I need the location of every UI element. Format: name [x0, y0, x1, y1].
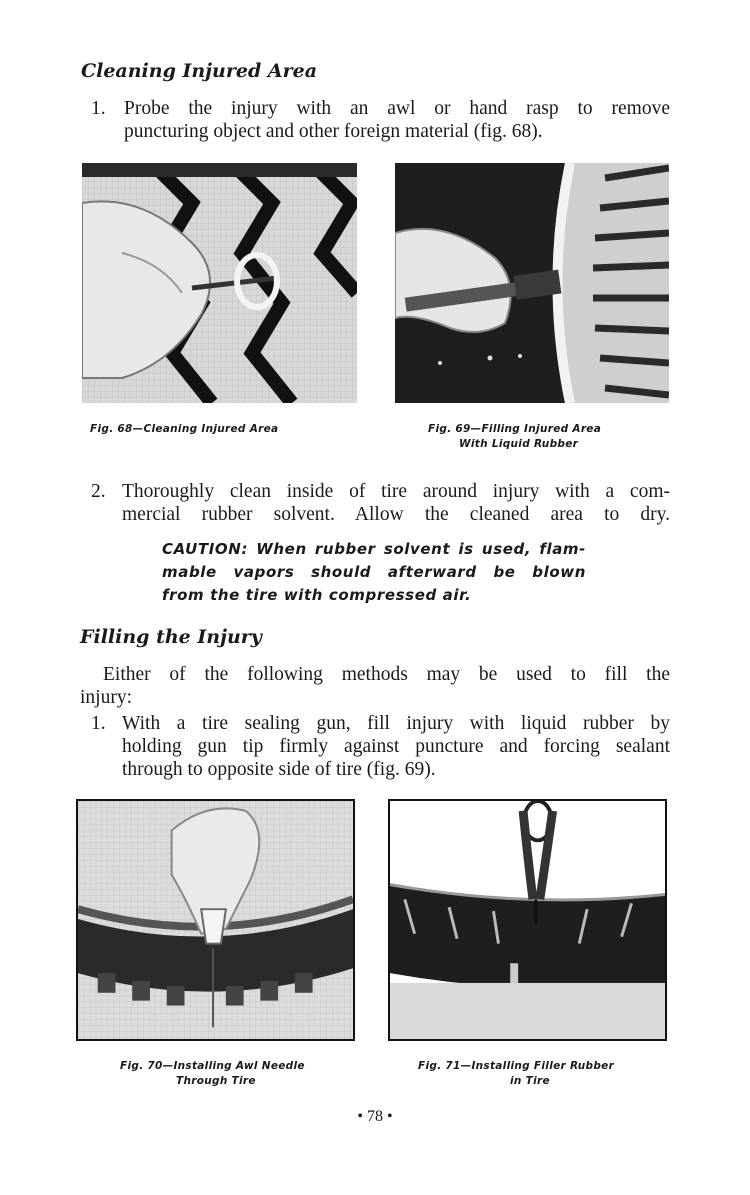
step-text-line: holding gun tip firmly against puncture and forcing sealant — [122, 736, 670, 757]
figure-68-caption: Fig. 68—Cleaning Injured Area — [90, 423, 279, 435]
figure-71-caption — [418, 1059, 614, 1089]
step-text-line: With a tire sealing gun, fill injury with liquid rubber by — [122, 713, 670, 734]
step-number: 1. — [91, 713, 106, 734]
caption-line: in Tire — [510, 1075, 550, 1087]
caption-line: Fig. 71—Installing Filler Rubber — [418, 1060, 615, 1072]
figure-69-caption — [428, 422, 601, 452]
figure-70-caption — [120, 1059, 305, 1089]
step-number: 1. — [91, 98, 106, 119]
step-text-line: mercial rubber solvent. Allow the cleaned area to dry. — [122, 504, 670, 525]
caution-note — [162, 538, 586, 607]
step-text-line: Probe the injury with an awl or hand rasp to remove — [124, 98, 670, 119]
section-heading-filling: Filling the Injury — [80, 626, 262, 648]
caution-line: mable vapors should afterward be blown — [162, 563, 586, 581]
intro-text-line: injury: — [80, 687, 132, 708]
section-heading-cleaning: Cleaning Injured Area — [81, 60, 318, 82]
caution-line: CAUTION: When rubber solvent is used, flam- — [162, 540, 586, 558]
caption-line: Fig. 69—Filling Injured Area — [428, 423, 602, 435]
figure-69-photo — [395, 163, 669, 403]
intro-text-line: Either of the following methods may be used to fill the — [103, 664, 670, 685]
caution-line: from the tire with compressed air. — [162, 586, 472, 604]
caption-line: With Liquid Rubber — [459, 438, 579, 450]
page-number: • 78 • — [357, 1108, 393, 1125]
figure-70-photo — [76, 799, 355, 1041]
step-text-line: through to opposite side of tire (fig. 69). — [122, 759, 436, 780]
step-text-line: puncturing object and other foreign material (fig. 68). — [124, 121, 543, 142]
figure-71-photo — [388, 799, 667, 1041]
caption-line: Through Tire — [176, 1075, 256, 1087]
caption-line: Fig. 70—Installing Awl Needle — [120, 1060, 305, 1072]
step-text-line: Thoroughly clean inside of tire around injury with a com- — [122, 481, 670, 502]
figure-68-photo — [82, 163, 357, 403]
step-number: 2. — [91, 481, 106, 502]
